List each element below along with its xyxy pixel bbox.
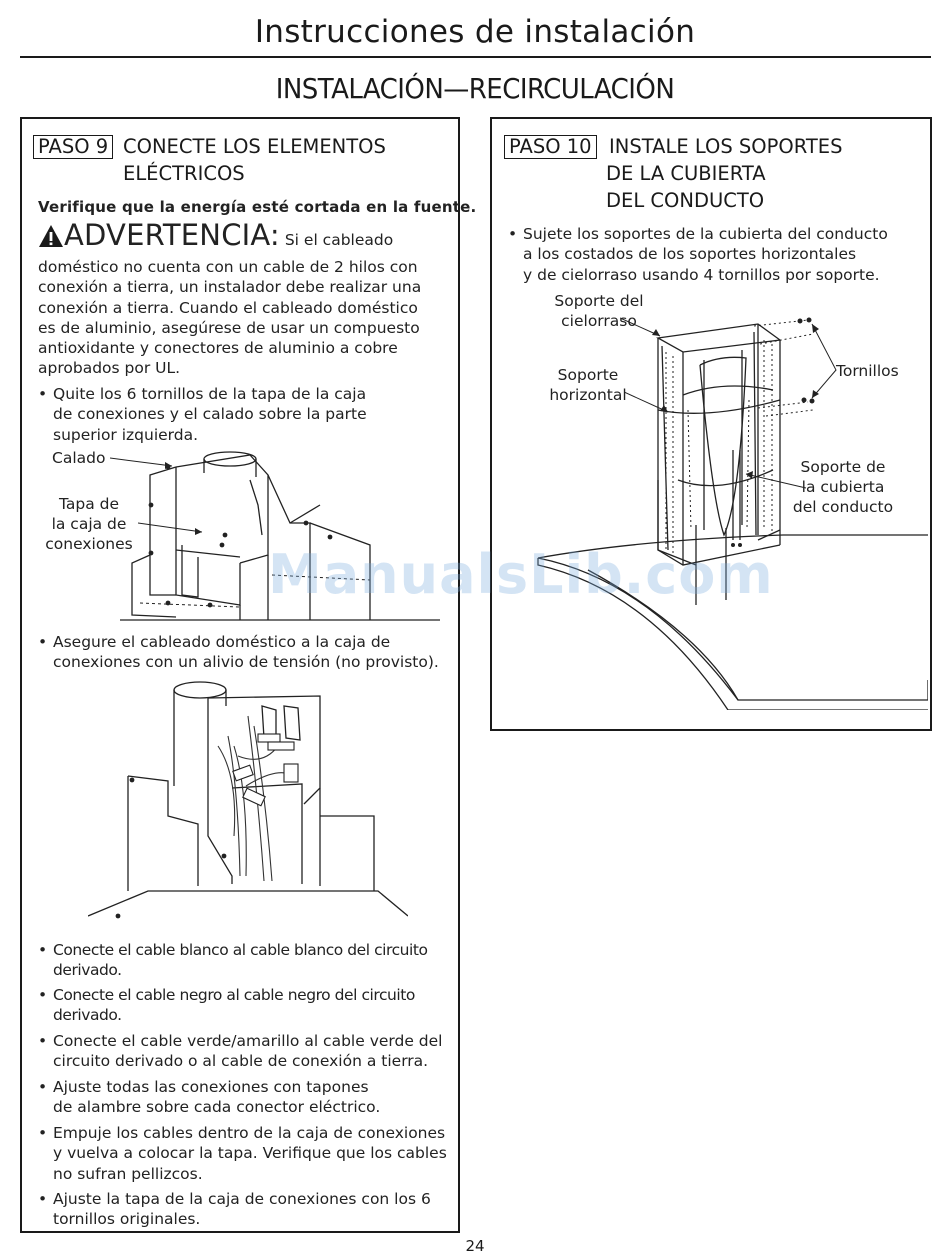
bullet-push-wires [38, 1123, 447, 1184]
label-line: del conducto [792, 498, 894, 516]
bullet-line: no sufran pellizcos. [53, 1164, 203, 1183]
leader-calado [110, 452, 180, 472]
label-line: la caja de [51, 515, 127, 533]
bullet-line: • Empuje los cables dentro de la caja de conexiones [53, 1124, 446, 1142]
step-10-label: PASO 10 [504, 135, 597, 159]
section-title: INSTALACIÓN—RECIRCULACIÓN [275, 72, 675, 105]
label-line: Soporte [557, 366, 619, 384]
bullet-line: a los costados de los soportes horizontales [523, 245, 857, 264]
bullet-line: • Conecte el cable negro al cable negro del circuito [53, 986, 415, 1004]
label-line: Soporte del [554, 292, 644, 310]
bullet-line: • Sujete los soportes de la cubierta del conducto [523, 225, 888, 243]
warning-line: antioxidante y conectores de aluminio a cobre [38, 339, 398, 358]
bullet-green-wire [38, 1031, 442, 1072]
step-9-title-line1: CONECTE LOS ELEMENTOS [123, 135, 386, 158]
warning-word: ADVERTENCIA: [64, 218, 280, 252]
label-horizontal-bracket [540, 365, 636, 405]
bullet-line: • Conecte el cable verde/amarillo al cable verde del [53, 1032, 443, 1050]
warning-text-start: Si el cableado [279, 231, 394, 249]
bullet-remove-screws [38, 384, 367, 445]
bullet-line: derivado. [53, 1006, 122, 1025]
warning-text [38, 257, 421, 379]
bullet-line: • Asegure el cableado doméstico a la caja de [53, 633, 391, 651]
bullet-line: y vuelva a colocar la tapa. Verifique que los cables [53, 1144, 447, 1163]
bullet-wire-nuts [38, 1077, 380, 1118]
bullet-line: de alambre sobre cada conector eléctrico. [53, 1098, 381, 1117]
label-calado: Calado [52, 449, 106, 467]
step-10-title-line1: INSTALE LOS SOPORTES [609, 135, 843, 158]
warning-line: es de aluminio, asegúrese de usar un compuesto [38, 318, 420, 337]
step-10-title-line3: DEL CONDUCTO [606, 189, 765, 212]
page-number: 24 [465, 1237, 485, 1255]
warning-line: conexión a tierra. Cuando el cableado doméstico [38, 298, 418, 317]
power-check-note: Verifique que la energía esté cortada en la fuente. [38, 198, 477, 216]
label-line: Soporte de [800, 458, 886, 476]
leader-duct-cover-bracket [740, 468, 810, 498]
bullet-white-wire [38, 940, 428, 981]
bullet-line: • Ajuste todas las conexiones con tapones [53, 1078, 369, 1096]
step-10-title-line2: DE LA CUBIERTA [606, 162, 766, 185]
leader-horizontal-bracket [624, 388, 674, 418]
label-line: horizontal [549, 386, 627, 404]
leader-tapa [138, 518, 208, 538]
leader-screws [810, 322, 840, 402]
bullet-line: circuito derivado o al cable de conexión a tierra. [53, 1052, 429, 1071]
bullet-line: • Conecte el cable blanco al cable blanco del circuito [53, 941, 428, 959]
label-line: la cubierta [801, 478, 885, 496]
leader-ceiling-bracket [620, 312, 670, 342]
label-line: conexiones [45, 535, 133, 553]
page-title: Instrucciones de instalación [254, 14, 696, 50]
warning-heading [38, 218, 394, 252]
label-line: cielorraso [561, 312, 637, 330]
watermark: ManualsLib.com [268, 543, 774, 606]
bullet-attach-brackets [508, 224, 888, 285]
bullet-tighten-cover [38, 1189, 431, 1230]
bullet-line: derivado. [53, 961, 122, 980]
step-9-label: PASO 9 [33, 135, 113, 159]
label-tapa-caja [40, 494, 138, 554]
bullet-line: • Quite los 6 tornillos de la tapa de la caja [53, 385, 367, 403]
warning-line: conexión a tierra, un instalador debe realizar una [38, 278, 422, 297]
label-line: Tapa de [58, 495, 120, 513]
warning-line: doméstico no cuenta con un cable de 2 hilos con [38, 258, 418, 276]
wiring-figure [88, 676, 408, 921]
bullet-line: de conexiones y el calado sobre la parte [53, 405, 367, 424]
title-divider [20, 56, 931, 58]
bullet-black-wire [38, 985, 415, 1026]
label-screws: Tornillos [836, 362, 899, 380]
bullet-line: • Ajuste la tapa de la caja de conexiones con los 6 [53, 1190, 431, 1208]
bullet-line: superior izquierda. [53, 425, 199, 444]
warning-triangle-icon [38, 224, 64, 248]
step-9-title-line2: ELÉCTRICOS [123, 162, 245, 185]
bullet-strain-relief [38, 632, 439, 673]
bullet-line: y de cielorraso usando 4 tornillos por soporte. [523, 265, 880, 284]
bullet-line: tornillos originales. [53, 1210, 201, 1229]
warning-line: aprobados por UL. [38, 359, 181, 378]
bullet-line: conexiones con un alivio de tensión (no provisto). [53, 653, 439, 672]
